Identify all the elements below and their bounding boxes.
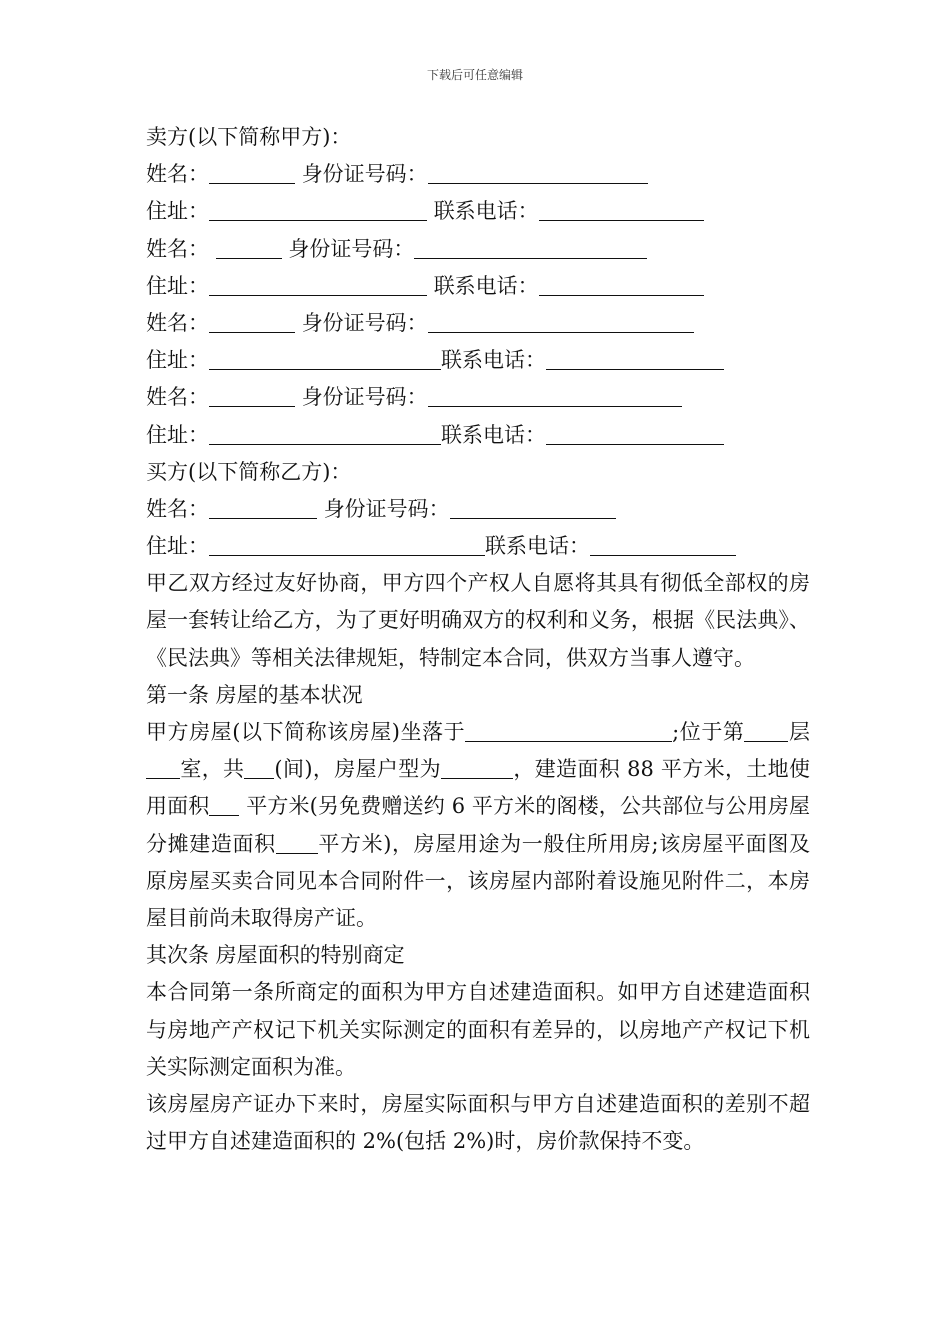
name-blank[interactable]	[209, 312, 295, 333]
seller-3-name-row	[146, 305, 810, 342]
id-label: 身份证号码：	[288, 236, 415, 261]
seller-1-name-row	[146, 156, 810, 193]
seller-3-address-row	[146, 342, 810, 379]
address-blank[interactable]	[209, 424, 441, 445]
phone-label: 联系电话：	[433, 199, 539, 224]
address-label: 住址：	[146, 199, 209, 224]
phone-blank[interactable]	[546, 349, 724, 370]
phone-label: 联系电话：	[441, 422, 546, 447]
id-blank[interactable]	[414, 238, 647, 259]
phone-label: 联系电话：	[433, 273, 539, 298]
article-1-text-7: 平方米(另免费赠送约 6 平方米的阁楼，公共部位与公用房屋分摊建造面积	[146, 794, 811, 856]
page-header: 下载后可任意编辑	[426, 68, 523, 82]
seller-4-name-row	[146, 379, 810, 416]
intro-paragraph: 甲乙双方经过友好协商，甲方四个产权人自愿将其具有彻低全部权的房屋一套转让给乙方，为了更好明确双方的权利和义务，根据《民法典》、《民法典》等相关法律规矩，特制定本合同，供双方当事人遵守。	[146, 571, 810, 670]
room-count-blank[interactable]	[244, 758, 274, 779]
name-label: 姓名：	[146, 496, 209, 521]
id-blank[interactable]	[428, 312, 694, 333]
floor-blank[interactable]	[146, 758, 180, 779]
article-1-text-6: ，建造面积 88 平方米，土地使用面积	[146, 757, 810, 819]
id-blank[interactable]	[428, 163, 648, 184]
phone-blank[interactable]	[539, 200, 704, 221]
buyer-title: 买方(以下简称乙方)：	[146, 459, 352, 484]
shared-area-blank[interactable]	[276, 833, 318, 854]
building-blank[interactable]	[744, 721, 788, 742]
seller-2-name-row	[146, 231, 810, 268]
id-label: 身份证号码：	[301, 162, 428, 187]
address-label: 住址：	[146, 348, 209, 373]
address-blank[interactable]	[209, 200, 427, 221]
article-1-text-5: (间)，房屋户型为	[274, 757, 441, 782]
id-label: 身份证号码：	[301, 310, 428, 335]
layout-blank[interactable]	[441, 758, 513, 779]
article-2-title: 其次条 房屋面积的特别商定	[146, 943, 405, 968]
name-blank[interactable]	[209, 498, 317, 519]
id-label: 身份证号码：	[323, 496, 450, 521]
phone-label: 联系电话：	[441, 348, 546, 373]
name-label: 姓名：	[146, 162, 209, 187]
id-blank[interactable]	[450, 498, 616, 519]
phone-blank[interactable]	[546, 424, 724, 445]
seller-2-address-row	[146, 268, 810, 305]
address-blank[interactable]	[209, 275, 427, 296]
address-label: 住址：	[146, 534, 209, 559]
buyer-address-row	[146, 528, 810, 565]
address-blank[interactable]	[209, 535, 485, 556]
id-label: 身份证号码：	[301, 385, 428, 410]
address-blank[interactable]	[209, 349, 441, 370]
name-blank[interactable]	[209, 386, 295, 407]
address-label: 住址：	[146, 273, 209, 298]
phone-blank[interactable]	[539, 275, 704, 296]
name-label: 姓名：	[146, 236, 209, 261]
seller-4-address-row	[146, 417, 810, 454]
article-1-title: 第一条 房屋的基本状况	[146, 682, 363, 707]
name-label: 姓名：	[146, 385, 209, 410]
id-blank[interactable]	[428, 386, 682, 407]
contract-body	[146, 119, 810, 1160]
name-label: 姓名：	[146, 310, 209, 335]
name-blank[interactable]	[209, 163, 295, 184]
article-1-text-4: 室，共	[180, 757, 245, 782]
land-area-blank[interactable]	[209, 795, 239, 816]
article-1-text-2: ;位于第	[672, 720, 745, 745]
seller-1-address-row	[146, 193, 810, 230]
buyer-name-row	[146, 491, 810, 528]
phone-label: 联系电话：	[485, 534, 590, 559]
article-1-text-1: 甲方房屋(以下简称该房屋)坐落于	[146, 720, 466, 745]
article-2-paragraph-1: 本合同第一条所商定的面积为甲方自述建造面积。如甲方自述建造面积与房地产产权记下机关实际测定的面积有差异的，以房地产产权记下机关实际测定面积为准。	[146, 980, 810, 1079]
seller-title: 卖方(以下简称甲方)：	[146, 125, 352, 149]
article-2-paragraph-2: 该房屋房产证办下来时，房屋实际面积与甲方自述建造面积的差别不超过甲方自述建造面积的 2%(包括 2%)时，房价款保持不变。	[146, 1092, 810, 1154]
address-label: 住址：	[146, 422, 209, 447]
article-1-paragraph	[146, 714, 810, 937]
article-1-text-3: 层	[788, 720, 811, 745]
phone-blank[interactable]	[590, 535, 736, 556]
name-blank[interactable]	[216, 238, 282, 259]
location-blank[interactable]	[465, 721, 672, 742]
article-1-text-8: 平方米)，房屋用途为一般住所用房;该房屋平面图及原房屋买卖合同见本合同附件一，该房屋内部附着设施见附件二，本房屋目前尚未取得房产证。	[146, 831, 810, 931]
